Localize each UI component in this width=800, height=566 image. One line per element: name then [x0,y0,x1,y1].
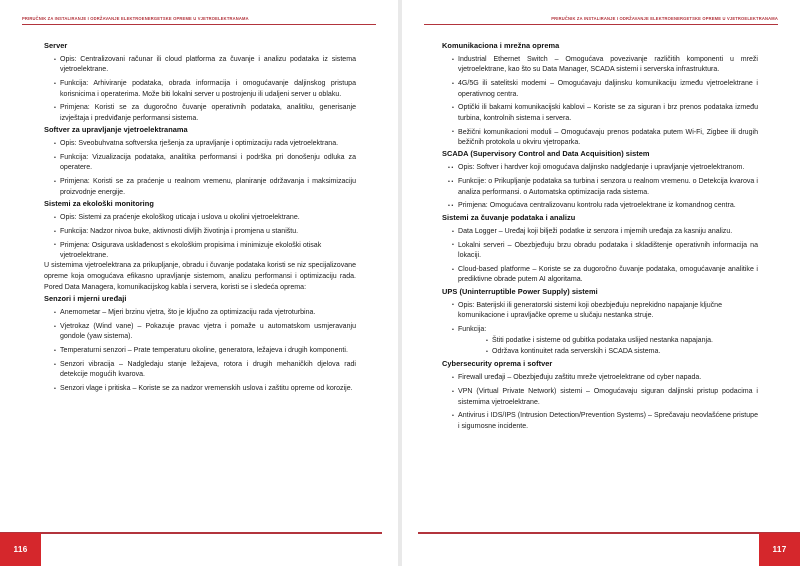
page-number-117: 117 [759,533,800,566]
bullet-list-cuvanje-podataka [442,227,758,286]
running-head-text: PRIRUČNIK ZA INSTALIRANJE I ODRŽAVANJE ELEKTROENERGETSKE OPREME U VJETROELEKTRANAMA [22,16,249,21]
list-item: • Optički ili bakarni komunikacijski kablovi – Koriste se za siguran i brz prenos podataka između turbina, kontrolnih sistema i servera. [452,103,758,124]
running-head-text: PRIRUČNIK ZA INSTALIRANJE I ODRŽAVANJE ELEKTROENERGETSKE OPREME U VJETROELEKTRANAMA [551,16,778,21]
list-item: • Antivirus i IDS/IPS (Intrusion Detection/Prevention Systems) – Sprečavaju neovlašćene pristupe i sigurnosne incidente. [452,411,758,432]
list-item: • Industrial Ethernet Switch – Omogućava povezivanje različitih komponenti u mreži vjetroelektrane, kao što su Data Manager, SCADA sistemi i serverska infrastruktura. [452,55,758,76]
list-item: • Anemometar – Mjeri brzinu vjetra, što je ključno za optimizaciju rada vjetroturbina. [54,308,356,318]
page-number-116: 116 [0,533,41,566]
section-heading-senzori: Senzori i mjerni uređaji [44,294,127,304]
list-item: • Primjena: Osigurava usklađenost s ekološkim propisima i minimizuje ekološki otisak vjetroelektrane. [54,241,356,262]
list-item: • Primjena: Koristi se za dugoročno čuvanje operativnih podataka, analitiku, generisanje izvještaja i predviđanje performansi sistema. [54,103,356,124]
footer-rule [418,532,800,534]
right-text-column [442,40,758,432]
bullet-list-scada [442,163,758,211]
list-item: • Opis: Centralizovani računar ili cloud platforma za čuvanje i analizu podataka iz sistema vjetroelektrane. [54,55,356,76]
running-head-left [22,16,376,30]
list-item: • Cloud-based platforme – Koriste se za dugoročno čuvanje podataka, omogućavanje analitike i prediktivne obrade putem AI algoritama. [452,265,758,286]
list-item [452,325,758,358]
bullet-list-senzori [44,308,356,394]
running-head-right [424,16,778,30]
section-heading-komunikaciona-oprema: Komunikaciona i mrežna oprema [442,41,560,50]
list-item: • Opis: Sistemi za praćenje ekološkog uticaja i uslova u okolini vjetroelektrane. [54,213,356,223]
list-item: • Lokalni serveri – Obezbjeđuju brzu obradu podataka i skladištenje operativnih informacija na lokaciji. [452,241,758,262]
sub-list-item: • Štiti podatke i sisteme od gubitka podataka uslijed nestanka napajanja. [486,336,758,347]
bullet-list-softver [44,139,356,198]
page-right [402,0,800,566]
section-heading-ups: UPS (Uninterruptible Power Supply) sistemi [442,286,598,296]
left-text-column [44,40,356,395]
list-item: • • Opis: Softver i hardver koji omogućava daljinsko nadgledanje i upravljanje vjetroelektranom. [452,163,758,173]
section-heading-cybersecurity: Cybersecurity oprema i softver [442,359,553,369]
footer-right [402,526,800,566]
list-item: • Vjetrokaz (Wind vane) – Pokazuje pravac vjetra i pomaže u automatskom usmjeravanju gondole (yaw sistema). [54,322,356,343]
bullet-list-cybersecurity [442,373,758,432]
footer-left [0,526,398,566]
list-item: • 4G/5G ili satelitski modemi – Omogućavaju daljinsku komunikaciju između vjetroelektrane i operativnog centra. [452,79,758,100]
list-item: • Temperaturni senzori – Prate temperaturu okoline, generatora, ležajeva i drugih komponenti. [54,346,356,356]
list-item: • Funkcija: Arhiviranje podataka, obrada informacija i omogućavanje daljinskog pristupa korisnicima i operaterima. Može biti lokalni server u postrojenju ili udaljeni server u oblaku. [54,79,356,100]
list-item: • Funkcija: Nadzor nivoa buke, aktivnosti divljih životinja i promjena u staništu. [54,227,356,237]
list-item: • VPN (Virtual Private Network) sistemi – Omogućavaju siguran daljinski pristup podacima i sistemima vjetroelektrane. [452,387,758,408]
section-heading-scada: SCADA (Supervisory Control and Data Acquisition) sistem [442,149,650,159]
sub-list-item: • Održava kontinuitet rada serverskih i SCADA sistema. [486,347,758,358]
list-item: • Bežični komunikacioni moduli – Omogućavaju prenos podataka putem Wi-Fi, Zigbee ili drugih bežičnih protokola u okviru vjetroparka. [452,128,758,149]
list-item-label: Funkcija: [458,325,487,333]
list-item: • Primjena: Koristi se za praćenje u realnom vremenu, planiranje održavanja i maksimizaciju proizvodnje energije. [54,177,356,198]
bullet-list-komunikaciona-oprema [442,55,758,148]
intro-paragraph: U sistemima vjetroelektrana za prikupljanje, obradu i čuvanje podataka koristi se niz specijalizovane opreme koja omogućava efikasno upravljanje sistemom, analizu performansi i optimizaciju rada. Pored Data Managera, komunikacijskog kabla i servera, koristi se i sledeća oprema: [44,262,356,291]
list-item: • • Primjena: Omogućava centralizovanu kontrolu rada vjetroelektrane iz komandnog centra. [452,201,758,211]
list-item: • • Funkcije: o Prikupljanje podataka sa turbina i senzora u realnom vremenu. o Detekcija kvarova i analiza performansi. o Automatska optimizacija rada sistema. [452,177,758,198]
section-heading-ekoloski-monitoring: Sistemi za ekološki monitoring [44,199,154,209]
footer-rule [0,532,382,534]
bullet-list-ekoloski-monitoring [44,213,356,261]
list-item: • Firewall uređaji – Obezbjeđuju zaštitu mreže vjetroelektrane od cyber napada. [452,373,758,383]
section-heading-softver: Softver za upravljanje vjetroelektranama [44,125,188,135]
section-heading-cuvanje-podataka: Sistemi za čuvanje podataka i analizu [442,212,576,222]
running-head-rule [22,24,376,25]
list-item: • Data Logger – Uređaj koji bilježi podatke iz senzora i mjernih uređaja za kasniju analizu. [452,227,758,237]
list-item: • Senzori vibracija – Nadgledaju stanje ležajeva, rotora i drugih mehaničkih djelova radi detekcije mogućih kvarova. [54,360,356,381]
running-head-rule [424,24,778,25]
list-item: • Opis: Sveobuhvatna softverska rješenja za upravljanje i optimizaciju rada vjetroelektrana. [54,139,356,149]
list-item: • Opis: Baterijski ili generatorski sistemi koji obezbjeđuju neprekidno napajanje ključne komunikacione i upravljačke opreme u slučaju nestanka struje. [452,301,758,322]
bullet-list-server [44,55,356,124]
section-heading-server: Server [44,41,68,50]
page-left [0,0,398,566]
list-item: • Senzori vlage i pritiska – Koriste se za nadzor vremenskih uslova i zaštitu opreme od korozije. [54,384,356,394]
bullet-list-ups [442,301,758,358]
list-item: • Funkcija: Vizualizacija podataka, analitika performansi i podrška pri donošenju odluka za operatere. [54,153,356,174]
sub-bullet-list-ups-funkcija [458,336,758,358]
